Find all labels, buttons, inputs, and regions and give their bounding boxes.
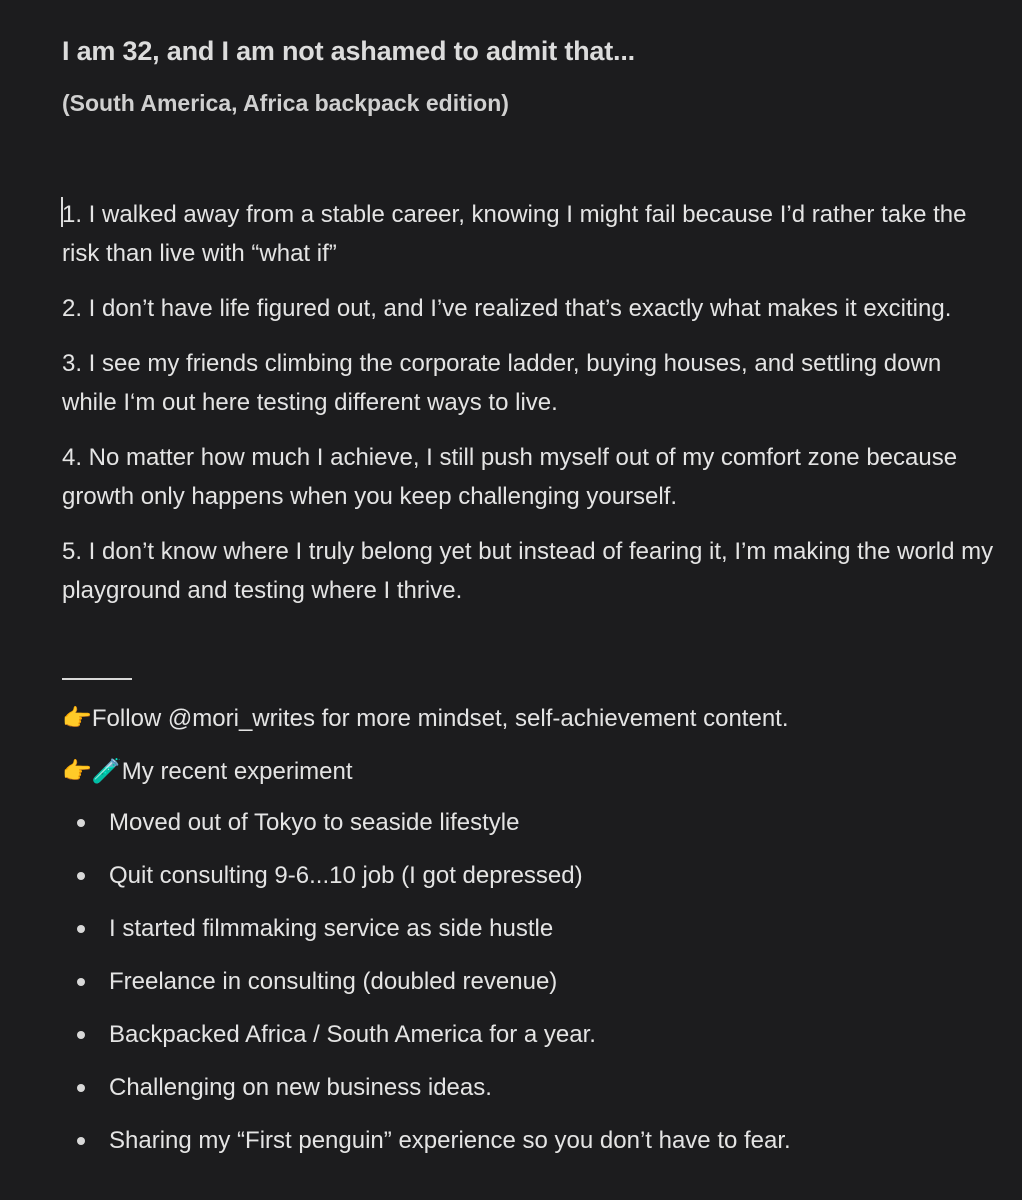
list-item-text: I started filmmaking service as side hustle <box>109 915 554 942</box>
bullet-dot-icon <box>77 1137 85 1145</box>
list-item <box>62 1070 1002 1123</box>
list-item <box>62 1017 1002 1070</box>
pointing-hand-icon: 👉 <box>62 757 92 785</box>
note-title: I am 32, and I am not ashamed to admit that... <box>62 36 635 66</box>
experiment-heading-line <box>62 753 353 790</box>
list-item <box>62 911 1002 964</box>
point-item: 3. I see my friends climbing the corporate ladder, buying houses, and settling down while I‘m out here testing different ways to live. <box>62 350 942 416</box>
bullet-dot-icon <box>77 872 85 880</box>
pointing-hand-icon: 👉 <box>62 704 92 732</box>
note-subtitle: (South America, Africa backpack edition) <box>62 90 509 116</box>
list-item <box>62 805 1002 858</box>
numbered-points <box>62 195 1002 626</box>
list-item <box>62 964 1002 1017</box>
point-item: 2. I don’t have life figured out, and I’ve realized that’s exactly what makes it exciting. <box>62 295 952 322</box>
bullet-dot-icon <box>77 925 85 933</box>
list-item <box>62 858 1002 911</box>
bullet-dot-icon <box>77 819 85 827</box>
bullet-dot-icon <box>77 1031 85 1039</box>
list-item-text: Backpacked Africa / South America for a year. <box>109 1021 596 1048</box>
experiment-heading: My recent experiment <box>121 758 353 785</box>
bullet-dot-icon <box>77 1084 85 1092</box>
follow-text: Follow @mori_writes for more mindset, self-achievement content. <box>91 705 789 732</box>
follow-line <box>62 700 789 737</box>
experiment-list <box>62 805 1002 1176</box>
list-item-text: Quit consulting 9-6...10 job (I got depressed) <box>109 862 583 889</box>
point-item: 1. I walked away from a stable career, knowing I might fail because I’d rather take the risk than live with “what if” <box>62 201 967 267</box>
list-item-text: Freelance in consulting (doubled revenue) <box>109 968 558 995</box>
list-item-text: Challenging on new business ideas. <box>109 1074 492 1101</box>
divider <box>62 678 132 680</box>
point-item: 5. I don’t know where I truly belong yet but instead of fearing it, I’m making the world my playground and testing where I thrive. <box>62 538 994 604</box>
bullet-dot-icon <box>77 978 85 986</box>
test-tube-icon: 🧪 <box>91 757 122 785</box>
list-item <box>62 1123 1002 1176</box>
list-item-text: Moved out of Tokyo to seaside lifestyle <box>109 809 520 836</box>
list-item-text: Sharing my “First penguin” experience so you don’t have to fear. <box>109 1127 791 1154</box>
point-item: 4. No matter how much I achieve, I still push myself out of my comfort zone because growth only happens when you keep challenging yourself. <box>62 444 958 510</box>
